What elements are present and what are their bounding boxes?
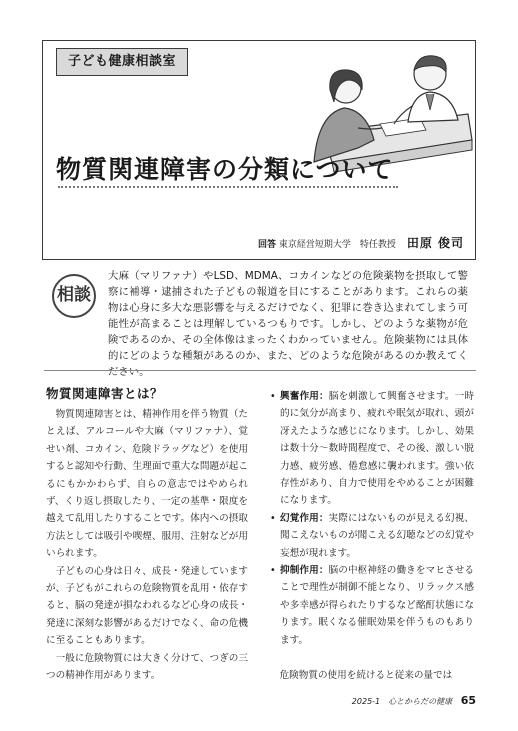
page-footer — [310, 694, 476, 707]
bullet-term: 抑制作用： — [280, 565, 329, 577]
answerer-affiliation: 東京経営短期大学 特任教授 — [278, 240, 396, 250]
title-underline — [58, 186, 398, 188]
page-number: 65 — [460, 694, 476, 707]
bullet-text: 脳の中枢神経の働きをマヒさせることで理性が制御不能となり、リラックス感や多幸感が得られたりするなど酩酊状態になります。眠くなる催眠効果を伴うものもあります。 — [280, 565, 475, 646]
bullet-term: 興奮作用： — [280, 391, 329, 402]
left-body — [46, 406, 248, 685]
section-heading: 物質関連障害とは？ — [46, 386, 164, 401]
bullet-dot: • — [270, 391, 276, 402]
paragraph: 子どもの心身は日々、成長・発達していますが、子どもがこれらの危険物質を乱用・依存すると、脳の発達が損なわれるなど心身の成長・発達に深刻な影響があるだけでなく、命の危機に至ることもあります。 — [46, 565, 248, 647]
bullet-dot: • — [270, 512, 276, 524]
section-label: 子ども健康相談室 — [56, 48, 188, 76]
continuation-text: 危険物質の使用を続けると従来の量では — [279, 670, 453, 682]
consult-question: 大麻（マリファナ）やLSD、MDMA、コカインなどの危険薬物を摂取して警察に補導・逮捕された子どもの報道を目にすることがあります。これらの薬物は心身に多大な悪影響を与えるだけでなく、犯罪に巻き込まれてしまう可能性が高まることは理解しているつもりです。しかし、どのような薬物が危険であるのか、その全体像はまったくわかっていません。危険薬物には具体的にどのような種類があるのか、また、どのような危険があるのか教えてください。 — [108, 270, 468, 378]
bullet-item — [270, 388, 474, 510]
answerer-name: 田原 俊司 — [406, 236, 464, 250]
right-column — [270, 388, 474, 685]
article-title: 物質関連障害の分類について — [56, 155, 394, 184]
answer-label: 回答 — [258, 240, 277, 250]
bullet-dot: • — [270, 565, 276, 577]
left-column — [46, 384, 248, 685]
consult-badge: 相談 — [52, 274, 96, 318]
magazine-name: 2025-1 心とからだの健康 — [351, 697, 453, 706]
answerer-line — [250, 234, 464, 251]
bullet-text: 脳を刺激して興奮させます。一時的に気分が高まり、疲れや眠気が取れ、頭が冴えたような感じになります。しかし、効果は数十分～数時間程度で、その後、激しい脱力感、疲労感、倦怠感に襲われます。強い依存性があり、自力で使用をやめることが困難になります。 — [280, 391, 475, 507]
paragraph: 物質関連障害とは、精神作用を伴う物質（たとえば、アルコールや大麻（マリファナ）、覚せい剤、コカイン、危険ドラッグなど）を使用すると認知や行動、生理面で重大な問題が起こるにもかかわらず、自らの意志ではやめられず、くり返し摂取したり、一定の基準・限度を越えて乱用したりすることです。体内への摂取方法としては吸引や喫煙、服用、注射などが用いられます。 — [46, 409, 248, 560]
bullet-term: 幻覚作用： — [280, 512, 329, 524]
bullet-text: 実際にはないものが見える幻視、聞こえないものが聞こえる幻聴などの幻覚や妄想が現れます。 — [280, 512, 475, 559]
paragraph: 一般に危険物質には大きく分けて、つぎの三つの精神作用があります。 — [46, 652, 248, 682]
bullet-item — [270, 510, 474, 562]
bullet-item — [270, 562, 474, 649]
section-divider — [44, 370, 476, 371]
